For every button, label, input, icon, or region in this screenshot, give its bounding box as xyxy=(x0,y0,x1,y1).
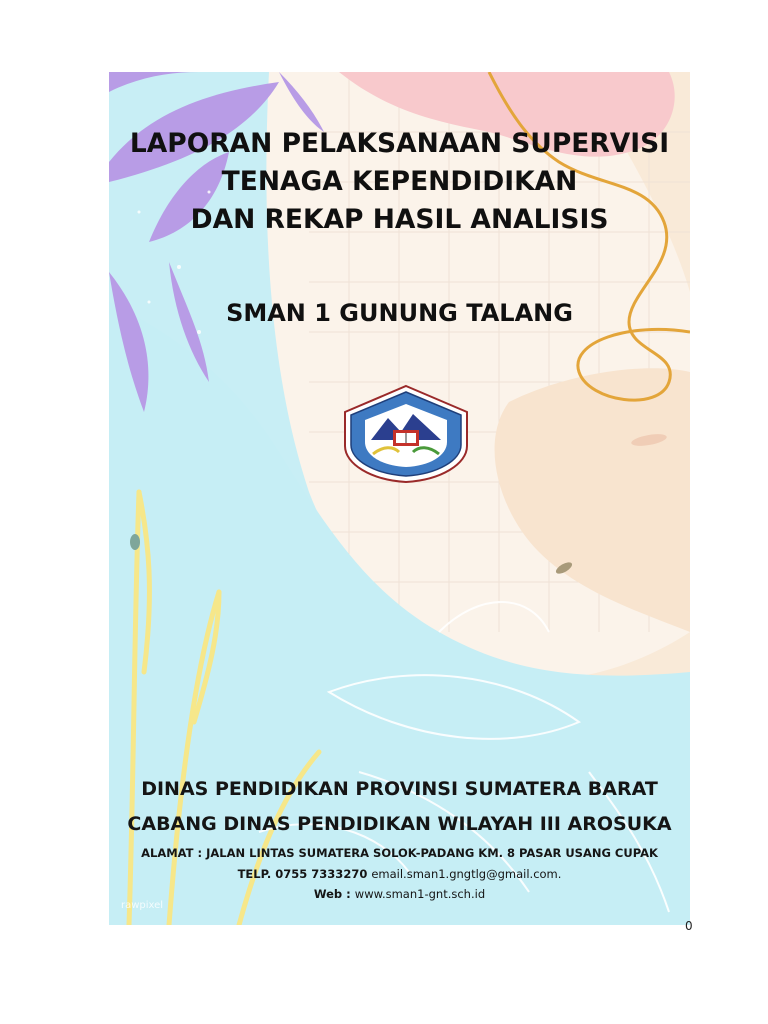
web-label: Web : xyxy=(313,887,351,901)
web-url: www.sman1-gnt.sch.id xyxy=(354,887,486,901)
watermark: rawpixel xyxy=(121,900,164,911)
page-number: 0 xyxy=(685,919,693,933)
phone-label: TELP. 0755 7333270 xyxy=(237,867,368,881)
title-line-1: LAPORAN PELAKSANAAN SUPERVISI xyxy=(129,128,670,159)
web-line xyxy=(109,887,690,901)
institution-line-2: CABANG DINAS PENDIDIKAN WILAYAH III AROSUKA xyxy=(127,813,672,835)
contact-line xyxy=(109,867,690,881)
institution-line-1: DINAS PENDIDIKAN PROVINSI SUMATERA BARAT xyxy=(141,778,658,800)
report-title xyxy=(109,125,690,239)
cover-page xyxy=(109,72,690,925)
title-line-3: DAN REKAP HASIL ANALISIS xyxy=(190,204,609,235)
address-line: ALAMAT : JALAN LINTAS SUMATERA SOLOK-PADANG KM. 8 PASAR USANG CUPAK xyxy=(141,846,658,860)
title-line-2: TENAGA KEPENDIDIKAN xyxy=(221,166,578,197)
school-emblem-icon xyxy=(343,384,469,488)
school-name: SMAN 1 GUNUNG TALANG xyxy=(226,299,573,327)
email-text: email.sman1.gngtlg@gmail.com. xyxy=(371,867,562,881)
